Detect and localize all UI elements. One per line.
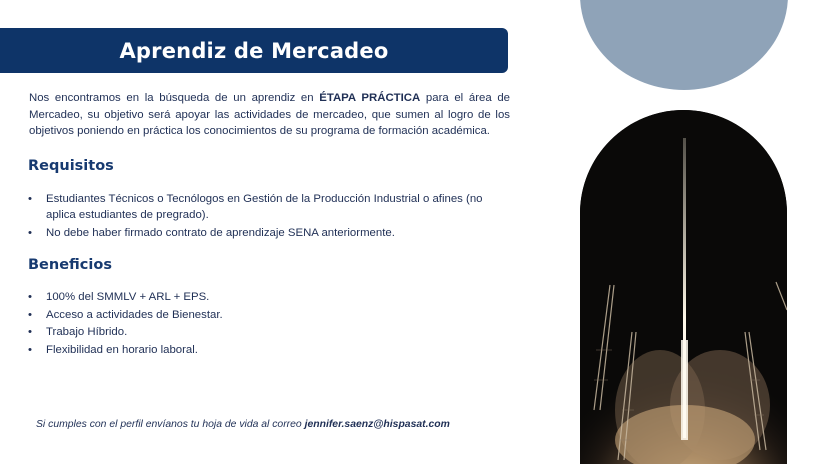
footer-text: Si cumples con el perfil envíanos tu hoja de vida al correo (36, 419, 305, 430)
bullet-icon: • (28, 308, 32, 321)
list-item-text: No debe haber firmado contrato de aprendizaje SENA anteriormente. (46, 226, 395, 239)
page-title: Aprendiz de Mercadeo (119, 38, 389, 63)
list-item (28, 289, 508, 305)
intro-text-2: para el área de Mercadeo, su objetivo será apoyar las actividades de mercadeo, que sumen al logro de los objetivos poniendo en práctica los conocimientos de su programa de formación académica. (29, 92, 510, 137)
intro-paragraph (29, 90, 510, 140)
decorative-circle (580, 0, 788, 90)
list-item (28, 342, 508, 358)
list-item-text: Acceso a actividades de Bienestar. (46, 308, 223, 321)
list-item (28, 324, 508, 340)
list-item-text: Trabajo Híbrido. (46, 326, 128, 338)
bullet-icon: • (28, 326, 32, 338)
contact-email[interactable]: jennifer.saenz@hispasat.com (304, 419, 450, 430)
rocket-launch-illustration (580, 110, 787, 464)
list-item-text: Flexibilidad en horario laboral. (46, 343, 198, 356)
intro-text-1: Nos encontramos en la búsqueda de un aprendiz en (29, 92, 320, 104)
bullet-icon: • (28, 226, 32, 239)
rocket-launch-photo (580, 110, 787, 464)
bullet-icon: • (28, 343, 32, 356)
list-item-text: Estudiantes Técnicos o Tecnólogos en Gestión de la Producción Industrial o afines (no aplica estudiantes de pregrado). (46, 193, 483, 221)
requisitos-list (28, 191, 508, 242)
bullet-icon: • (28, 193, 32, 205)
list-item-text: 100% del SMMLV + ARL + EPS. (46, 291, 210, 303)
contact-footer (36, 419, 450, 430)
beneficios-heading: Beneficios (28, 257, 112, 273)
list-item (28, 307, 508, 323)
requisitos-heading: Requisitos (28, 158, 114, 174)
list-item (28, 225, 508, 241)
beneficios-list (28, 289, 508, 359)
bullet-icon: • (28, 291, 32, 303)
list-item (28, 191, 508, 223)
intro-text-bold: ÉTAPA PRÁCTICA (319, 92, 421, 104)
title-banner (0, 28, 508, 73)
